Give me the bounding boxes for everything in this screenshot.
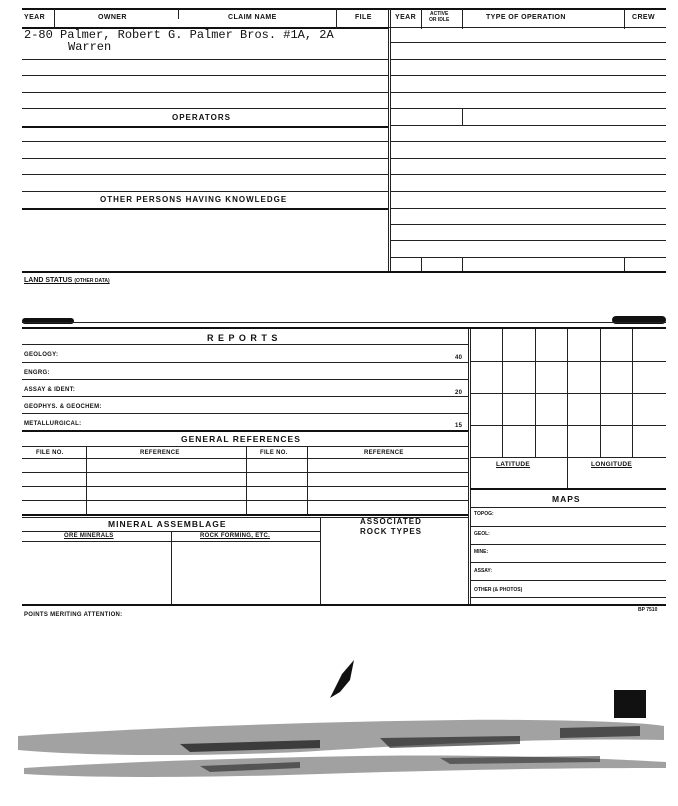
ref-reference-1: REFERENCE [140,450,180,456]
report-geology-num: 40 [455,355,463,361]
header-active: ACTIVE [430,11,449,17]
points-meriting-attention: POINTS MERITING ATTENTION: [24,612,123,618]
maps-mine: MINE: [474,549,489,555]
operators-title: OPERATORS [172,113,231,122]
header-crew: CREW [632,14,655,21]
header-or-idle: OR IDLE [429,17,450,23]
land-status-sub: (OTHER DATA) [74,278,110,284]
maps-title: MAPS [552,494,581,504]
longitude-label: LONGITUDE [591,461,632,468]
report-engrg: ENGRG: [24,370,50,376]
reports-title: R E P O R T S [207,333,279,343]
maps-other: OTHER (& PHOTOS) [474,587,523,593]
header-year: YEAR [24,14,46,21]
scan-mark-left [22,318,74,324]
entry-line-2: Warren [68,40,112,54]
entry-line-1: 2-80 Palmer, Robert G. Palmer Bros. #1A, 2A [24,28,334,42]
header-file: FILE [355,14,372,21]
report-metallurgical-num: 15 [455,423,463,429]
header-claim-name: CLAIM NAME [228,14,277,21]
report-assay: ASSAY & IDENT: [24,387,76,393]
report-geology: GEOLOGY: [24,352,59,358]
land-status-label [24,277,110,284]
scan-noise [0,640,678,806]
report-assay-num: 20 [455,390,463,396]
form-code: BP 7510 [638,607,658,613]
report-geophys: GEOPHYS. & GEOCHEM: [24,404,102,410]
ore-minerals-label: ORE MINERALS [64,533,114,539]
header-owner: OWNER [98,14,127,21]
maps-geol: GEOL: [474,531,490,537]
latitude-label: LATITUDE [496,461,531,468]
report-metallurgical: METALLURGICAL: [24,421,82,427]
maps-assay: ASSAY: [474,568,493,574]
land-status-text: LAND STATUS [24,277,73,284]
mineral-assemblage-title: MINERAL ASSEMBLAGE [108,519,227,529]
header-type-of-operation: TYPE OF OPERATION [486,14,566,21]
associated-line-2: ROCK TYPES [360,527,423,536]
associated-line-1: ASSOCIATED [360,517,422,526]
maps-topog: TOPOG: [474,511,494,517]
header-year-2: YEAR [395,14,417,21]
other-persons-title: OTHER PERSONS HAVING KNOWLEDGE [100,195,288,204]
ref-file-no-2: FILE NO. [260,450,288,456]
ref-reference-2: REFERENCE [364,450,404,456]
rock-forming-label: ROCK FORMING, ETC. [200,533,271,539]
general-references-title: GENERAL REFERENCES [181,434,301,444]
ref-file-no-1: FILE NO. [36,450,64,456]
